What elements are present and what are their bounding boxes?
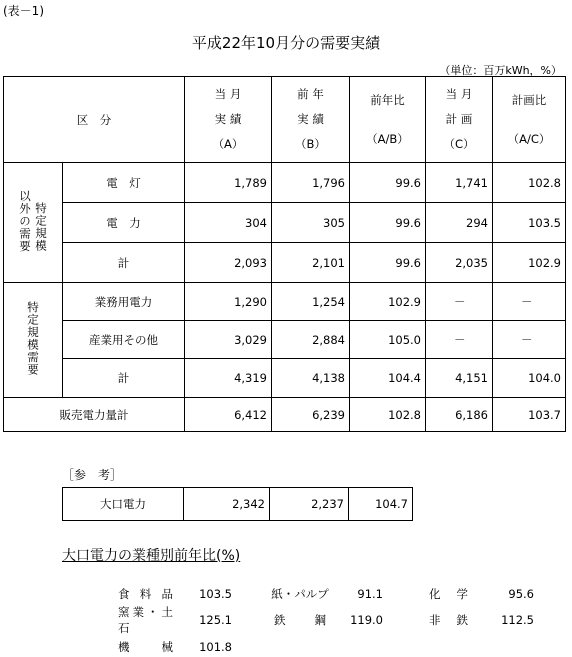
cell-a: 1,789 <box>185 163 272 203</box>
row-label: 業務用電力 <box>63 283 185 321</box>
industry-value: 101.8 <box>199 639 232 654</box>
industry-title: 大口電力の業種別前年比(%) <box>62 548 241 564</box>
cell-b: 305 <box>272 203 350 243</box>
group2-label: 特定規模需要 <box>4 283 63 398</box>
cell-c: － <box>426 321 493 359</box>
cell-c: 2,035 <box>426 243 493 283</box>
table-row <box>4 163 566 203</box>
row-label: 電 灯 <box>63 163 185 203</box>
header-category: 区 分 <box>4 77 185 163</box>
cell-c: － <box>426 283 493 321</box>
cell-b: 2,884 <box>272 321 350 359</box>
cell-ac: － <box>493 321 566 359</box>
industry-value: 112.5 <box>501 613 534 627</box>
industry-value: 125.1 <box>199 613 232 627</box>
cell-a: 3,029 <box>185 321 272 359</box>
cell-a: 4,319 <box>185 359 272 398</box>
cell-ac: 103.7 <box>493 398 566 432</box>
industry-name: 食料品 <box>118 586 173 601</box>
cell-c: 294 <box>426 203 493 243</box>
cell-ab: 99.6 <box>350 203 426 243</box>
cell-b: 2,237 <box>270 488 349 521</box>
row-label: 計 <box>63 359 185 398</box>
cell-ab: 104.4 <box>350 359 426 398</box>
cell-ab: 105.0 <box>350 321 426 359</box>
reference-title: ［参 考］ <box>62 468 123 482</box>
table-row <box>4 243 566 283</box>
cell-a: 2,342 <box>184 488 270 521</box>
header-plan-ratio: 計画比 （A/C） <box>493 77 566 163</box>
row-label: 産業用その他 <box>63 321 185 359</box>
industry-value: 95.6 <box>508 586 534 601</box>
cell-a: 304 <box>185 203 272 243</box>
industry-name: 化学 <box>429 586 468 601</box>
cell-a: 2,093 <box>185 243 272 283</box>
cell-ac: 102.8 <box>493 163 566 203</box>
list-item <box>118 583 538 604</box>
cell-c: 6,186 <box>426 398 493 432</box>
row-label: 電 力 <box>63 203 185 243</box>
cell-c: 1,741 <box>426 163 493 203</box>
reference-table <box>62 487 413 521</box>
cell-ac: － <box>493 283 566 321</box>
industry-table <box>118 583 538 657</box>
row-label: 計 <box>63 243 185 283</box>
industry-name: 非鉄 <box>429 613 468 627</box>
cell-ac: 103.5 <box>493 203 566 243</box>
table-row <box>4 321 566 359</box>
table-row <box>63 488 413 521</box>
total-label: 販売電力量計 <box>4 398 185 432</box>
header-current-month: 当 月 実 績 （A） <box>185 77 272 163</box>
group1-label: 以外の需要 特定規模 <box>4 163 63 283</box>
page-title: 平成22年10月分の需要実績 <box>191 34 381 52</box>
cell-ab: 102.9 <box>350 283 426 321</box>
table-row <box>4 359 566 398</box>
cell-ab: 104.7 <box>349 488 413 521</box>
unit-note: （単位：百万kWh，%） <box>439 64 562 77</box>
table-label: (表－1) <box>3 4 44 18</box>
industry-value: 119.0 <box>350 613 383 627</box>
cell-a: 1,290 <box>185 283 272 321</box>
cell-b: 1,254 <box>272 283 350 321</box>
table-row <box>4 283 566 321</box>
header-row <box>4 77 566 163</box>
industry-name: 紙・パルプ <box>271 586 329 601</box>
list-item <box>118 604 538 636</box>
demand-table <box>3 76 566 432</box>
cell-ac: 104.0 <box>493 359 566 398</box>
cell-a: 6,412 <box>185 398 272 432</box>
cell-ab: 99.6 <box>350 163 426 203</box>
total-row <box>4 398 566 432</box>
cell-ab: 99.6 <box>350 243 426 283</box>
header-prev-year: 前 年 実 績 （B） <box>272 77 350 163</box>
industry-value: 91.1 <box>357 586 383 601</box>
cell-b: 6,239 <box>272 398 350 432</box>
cell-b: 4,138 <box>272 359 350 398</box>
industry-name: 窯業・土石 <box>118 605 173 635</box>
cell-ac: 102.9 <box>493 243 566 283</box>
reference-label: 大口電力 <box>63 488 184 521</box>
table-row <box>4 203 566 243</box>
industry-name: 鉄鋼 <box>274 613 326 627</box>
list-item <box>118 636 538 657</box>
industry-name: 機械 <box>118 639 173 654</box>
header-plan: 当 月 計 画 （C） <box>426 77 493 163</box>
cell-b: 1,796 <box>272 163 350 203</box>
cell-ab: 102.8 <box>350 398 426 432</box>
header-yoy: 前年比 （A/B） <box>350 77 426 163</box>
industry-value: 103.5 <box>199 586 232 601</box>
cell-b: 2,101 <box>272 243 350 283</box>
cell-c: 4,151 <box>426 359 493 398</box>
